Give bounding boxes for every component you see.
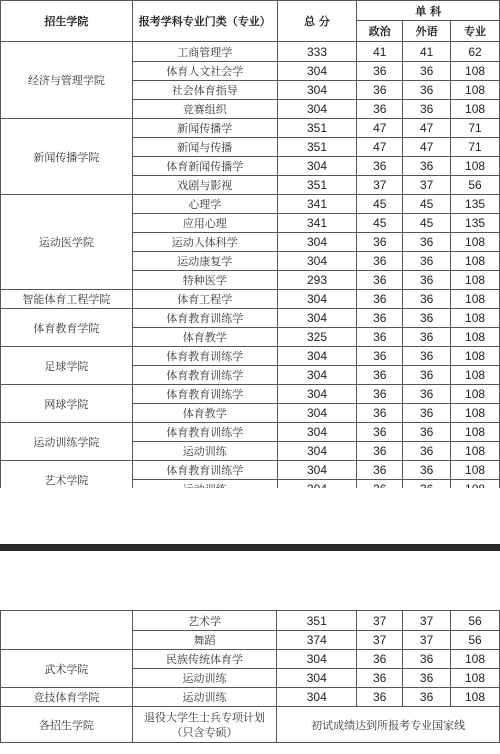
page-gap (0, 488, 500, 544)
major-cell: 体育教育训练学 (132, 347, 277, 366)
major-score-cell: 108 (451, 81, 500, 100)
header-single: 单 科 (357, 1, 500, 21)
table-row (1, 195, 500, 214)
total-cell: 304 (277, 366, 357, 385)
major-cell: 体育教学 (132, 328, 277, 347)
total-cell: 374 (277, 631, 357, 650)
table-row (1, 688, 500, 707)
table-row (1, 347, 500, 366)
foreign-cell: 37 (403, 176, 451, 195)
total-cell: 304 (277, 423, 357, 442)
politics-cell: 36 (357, 404, 403, 423)
politics-cell: 47 (357, 138, 403, 157)
politics-cell: 36 (357, 650, 403, 669)
college-cell: 运动训练学院 (1, 423, 133, 461)
college-cell: 艺术学院 (1, 461, 133, 499)
page-divider (0, 544, 500, 551)
footer-plan: 退役大学生士兵专项计划 （只含专硕） (132, 707, 277, 743)
total-cell: 304 (277, 233, 357, 252)
foreign-cell: 36 (403, 688, 451, 707)
politics-cell: 36 (357, 62, 403, 81)
major-cell: 心理学 (132, 195, 277, 214)
major-score-cell: 71 (451, 138, 500, 157)
foreign-cell: 36 (403, 81, 451, 100)
foreign-cell: 36 (403, 290, 451, 309)
major-cell: 体育教育训练学 (132, 309, 277, 328)
table-row (1, 385, 500, 404)
major-cell: 艺术学 (132, 611, 277, 631)
politics-cell: 45 (357, 195, 403, 214)
major-cell: 体育人文社会学 (132, 62, 277, 81)
total-cell: 304 (277, 157, 357, 176)
foreign-cell: 36 (403, 385, 451, 404)
table-row (1, 290, 500, 309)
major-cell: 特种医学 (132, 271, 277, 290)
major-cell: 新闻传播学 (132, 119, 277, 138)
header-college: 招生学院 (1, 1, 133, 42)
politics-cell: 36 (357, 157, 403, 176)
major-score-cell: 108 (451, 366, 500, 385)
foreign-cell: 36 (403, 347, 451, 366)
politics-cell: 36 (357, 100, 403, 119)
page-gap (0, 551, 500, 610)
major-score-cell: 108 (451, 669, 500, 688)
footer-college: 各招生学院 (1, 707, 133, 743)
major-score-cell: 108 (451, 385, 500, 404)
table-row (1, 461, 500, 480)
admission-score-table-bottom (0, 610, 500, 743)
major-cell: 体育教学 (132, 404, 277, 423)
major-cell: 体育教育训练学 (132, 423, 277, 442)
major-score-cell: 108 (451, 233, 500, 252)
politics-cell: 36 (357, 385, 403, 404)
major-score-cell: 56 (451, 631, 500, 650)
major-score-cell: 108 (451, 404, 500, 423)
politics-cell: 36 (357, 347, 403, 366)
total-cell: 341 (277, 214, 357, 233)
college-cell (1, 611, 133, 650)
total-cell: 351 (277, 138, 357, 157)
major-cell: 舞蹈 (132, 631, 277, 650)
major-score-cell: 108 (451, 347, 500, 366)
major-score-cell: 135 (451, 214, 500, 233)
major-cell: 体育教育训练学 (132, 461, 277, 480)
major-cell: 运动训练 (132, 688, 277, 707)
politics-cell: 36 (357, 309, 403, 328)
college-cell: 运动医学院 (1, 195, 133, 290)
major-cell: 体育新闻传播学 (132, 157, 277, 176)
table-row (1, 650, 500, 669)
major-cell: 运动康复学 (132, 252, 277, 271)
politics-cell: 36 (357, 366, 403, 385)
politics-cell: 41 (357, 42, 403, 62)
foreign-cell: 45 (403, 195, 451, 214)
foreign-cell: 41 (403, 42, 451, 62)
college-cell: 新闻传播学院 (1, 119, 133, 195)
politics-cell: 36 (357, 669, 403, 688)
total-cell: 304 (277, 347, 357, 366)
foreign-cell: 36 (403, 62, 451, 81)
politics-cell: 37 (357, 176, 403, 195)
major-cell: 体育教育训练学 (132, 366, 277, 385)
major-score-cell: 56 (451, 176, 500, 195)
foreign-cell: 36 (403, 404, 451, 423)
politics-cell: 36 (357, 461, 403, 480)
header-major-score: 专业 (451, 21, 500, 42)
total-cell: 304 (277, 385, 357, 404)
total-cell: 304 (277, 688, 357, 707)
foreign-cell: 36 (403, 252, 451, 271)
table-row (1, 119, 500, 138)
total-cell: 341 (277, 195, 357, 214)
total-cell: 325 (277, 328, 357, 347)
header-foreign: 外语 (403, 21, 451, 42)
foreign-cell: 36 (403, 328, 451, 347)
foreign-cell: 36 (403, 461, 451, 480)
table-row (1, 309, 500, 328)
total-cell: 304 (277, 461, 357, 480)
major-cell: 社会体育指导 (132, 81, 277, 100)
foreign-cell: 36 (403, 157, 451, 176)
politics-cell: 37 (357, 631, 403, 650)
major-score-cell: 62 (451, 42, 500, 62)
politics-cell: 36 (357, 271, 403, 290)
major-score-cell: 108 (451, 442, 500, 461)
total-cell: 304 (277, 81, 357, 100)
college-cell: 智能体育工程学院 (1, 290, 133, 309)
foreign-cell: 45 (403, 214, 451, 233)
major-cell: 体育工程学 (132, 290, 277, 309)
major-score-cell: 108 (451, 157, 500, 176)
politics-cell: 36 (357, 442, 403, 461)
header-total: 总 分 (277, 1, 357, 42)
major-cell: 工商管理学 (132, 42, 277, 62)
header-politics: 政治 (357, 21, 403, 42)
major-score-cell: 108 (451, 290, 500, 309)
major-score-cell: 108 (451, 461, 500, 480)
major-cell: 运动人体科学 (132, 233, 277, 252)
major-cell: 运动训练 (132, 669, 277, 688)
footer-requirement: 初试成绩达到所报考专业国家线 (277, 707, 500, 743)
total-cell: 333 (277, 42, 357, 62)
major-score-cell: 56 (451, 611, 500, 631)
total-cell: 304 (277, 442, 357, 461)
major-cell: 应用心理 (132, 214, 277, 233)
major-cell: 运动训练 (132, 442, 277, 461)
major-cell: 竞赛组织 (132, 100, 277, 119)
foreign-cell: 36 (403, 233, 451, 252)
major-cell: 戏剧与影视 (132, 176, 277, 195)
politics-cell: 36 (357, 81, 403, 100)
major-cell: 体育教育训练学 (132, 385, 277, 404)
total-cell: 304 (277, 309, 357, 328)
total-cell: 304 (277, 62, 357, 81)
total-cell: 304 (277, 100, 357, 119)
college-cell: 竞技体育学院 (1, 688, 133, 707)
total-cell: 304 (277, 252, 357, 271)
foreign-cell: 47 (403, 138, 451, 157)
politics-cell: 36 (357, 233, 403, 252)
major-score-cell: 108 (451, 271, 500, 290)
politics-cell: 36 (357, 290, 403, 309)
politics-cell: 45 (357, 214, 403, 233)
major-score-cell: 108 (451, 100, 500, 119)
major-score-cell: 71 (451, 119, 500, 138)
college-cell: 武术学院 (1, 650, 133, 688)
politics-cell: 47 (357, 119, 403, 138)
foreign-cell: 36 (403, 423, 451, 442)
college-cell: 网球学院 (1, 385, 133, 423)
politics-cell: 36 (357, 252, 403, 271)
total-cell: 293 (277, 271, 357, 290)
table-row (1, 611, 500, 631)
major-score-cell: 108 (451, 688, 500, 707)
major-score-cell: 108 (451, 423, 500, 442)
politics-cell: 37 (357, 611, 403, 631)
college-cell: 体育教育学院 (1, 309, 133, 347)
foreign-cell: 36 (403, 100, 451, 119)
total-cell: 304 (277, 404, 357, 423)
total-cell: 304 (277, 290, 357, 309)
foreign-cell: 36 (403, 366, 451, 385)
foreign-cell: 36 (403, 650, 451, 669)
total-cell: 351 (277, 119, 357, 138)
table-row (1, 42, 500, 62)
major-score-cell: 108 (451, 650, 500, 669)
foreign-cell: 36 (403, 442, 451, 461)
major-score-cell: 108 (451, 309, 500, 328)
foreign-cell: 47 (403, 119, 451, 138)
major-cell: 民族传统体育学 (132, 650, 277, 669)
major-score-cell: 135 (451, 195, 500, 214)
major-score-cell: 108 (451, 62, 500, 81)
college-cell: 经济与管理学院 (1, 42, 133, 119)
header-major: 报考学科专业门类（专业） (132, 1, 277, 42)
foreign-cell: 36 (403, 309, 451, 328)
total-cell: 304 (277, 650, 357, 669)
major-cell: 新闻与传播 (132, 138, 277, 157)
politics-cell: 36 (357, 688, 403, 707)
table-row (1, 423, 500, 442)
foreign-cell: 37 (403, 631, 451, 650)
foreign-cell: 37 (403, 611, 451, 631)
total-cell: 304 (277, 669, 357, 688)
total-cell: 351 (277, 176, 357, 195)
college-cell: 足球学院 (1, 347, 133, 385)
foreign-cell: 36 (403, 669, 451, 688)
major-score-cell: 108 (451, 252, 500, 271)
total-cell: 351 (277, 611, 357, 631)
politics-cell: 36 (357, 423, 403, 442)
politics-cell: 36 (357, 328, 403, 347)
major-score-cell: 108 (451, 328, 500, 347)
foreign-cell: 36 (403, 271, 451, 290)
